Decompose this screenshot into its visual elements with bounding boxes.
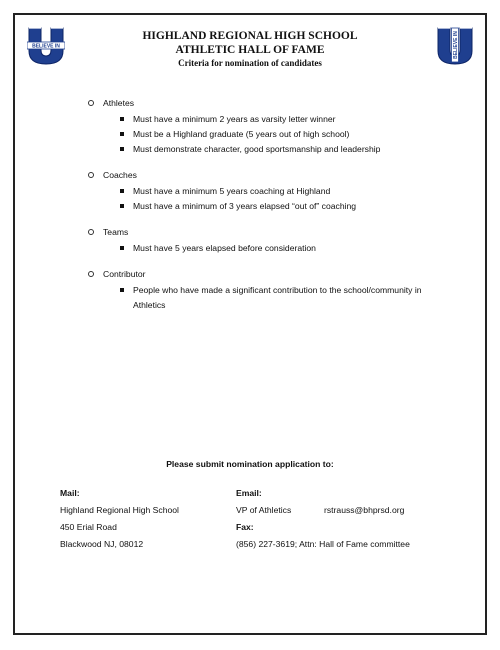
mail-line-2: 450 Erial Road [60,522,117,532]
criteria-item: Must have a minimum 5 years coaching at Highland [120,184,448,199]
mail-label: Mail: [60,488,80,498]
svg-text:BELIEVE IN: BELIEVE IN [453,31,459,59]
section-title: Athletes [103,98,135,108]
square-bullet-icon [120,189,124,193]
document-header [0,29,500,70]
section-title: Teams [103,227,129,237]
section-contributor [88,267,448,313]
criteria-list [88,96,448,324]
section-athletes [88,96,448,157]
criteria-item: Must have a minimum of 3 years elapsed “out of” coaching [120,199,448,214]
square-bullet-icon [120,204,124,208]
criteria-item: Must have a minimum 2 years as varsity letter winner [120,112,448,127]
circle-bullet-icon [88,172,94,178]
criteria-item: Must have 5 years elapsed before consideration [120,241,448,256]
criteria-title: Criteria for nomination of candidates [178,58,322,68]
section-title: Contributor [103,269,146,279]
section-teams [88,225,448,256]
square-bullet-icon [120,147,124,151]
svg-text:BELIEVE IN: BELIEVE IN [32,43,60,50]
circle-bullet-icon [88,229,94,235]
section-coaches [88,168,448,214]
square-bullet-icon [120,246,124,250]
square-bullet-icon [120,117,124,121]
square-bullet-icon [120,288,124,292]
mail-line-3: Blackwood NJ, 08012 [60,539,144,549]
school-name: HIGHLAND REGIONAL HIGH SCHOOL [142,30,358,42]
fax-value: (856) 227-3619; Attn: Hall of Fame committee [236,539,410,549]
email-label: Email: [236,488,262,498]
fax-label: Fax: [236,522,254,532]
mail-line-1: Highland Regional High School [60,505,179,515]
section-heading [88,96,448,111]
criteria-item: Must be a Highland graduate (5 years out of high school) [120,127,448,142]
section-heading [88,168,448,183]
email-role: VP of Athletics [236,505,292,515]
mail-block [60,485,220,553]
circle-bullet-icon [88,271,94,277]
email-row [236,502,476,519]
submit-instruction: Please submit nomination application to: [166,459,334,469]
square-bullet-icon [120,132,124,136]
section-heading [88,267,448,282]
email-fax-block [236,485,476,553]
section-title: Coaches [103,170,137,180]
circle-bullet-icon [88,100,94,106]
criteria-item: People who have made a significant contribution to the school/community in Athletics [120,283,448,313]
criteria-item: Must demonstrate character, good sportsmanship and leadership [120,142,448,157]
email-address[interactable]: rstrauss@bhprsd.org [324,505,405,515]
hall-of-fame-title: ATHLETIC HALL OF FAME [175,44,325,56]
section-heading [88,225,448,240]
